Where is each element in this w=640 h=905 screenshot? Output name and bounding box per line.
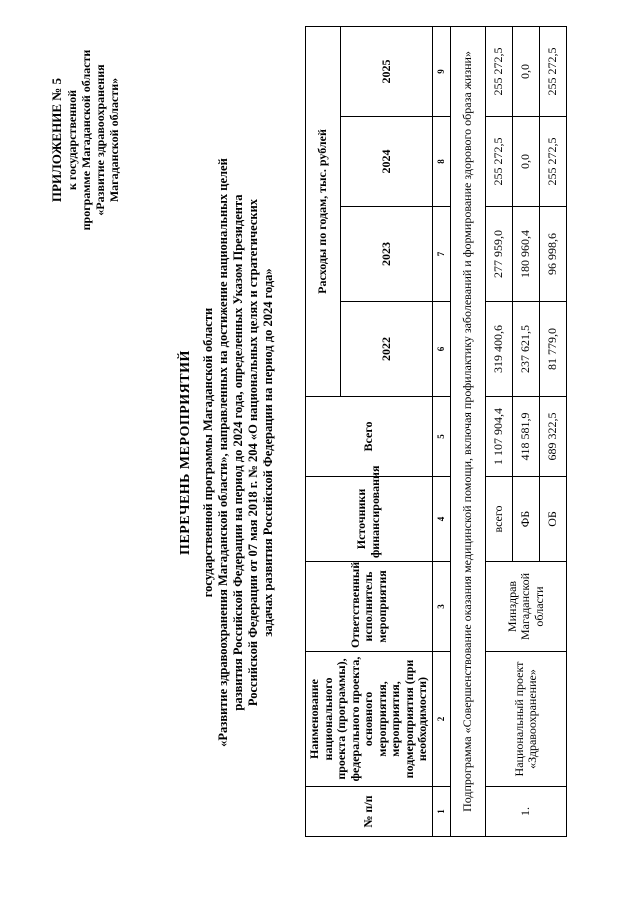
appendix-block [50,35,121,245]
table-row [486,26,513,836]
subprogram-row [451,26,486,836]
column-number-row [432,26,451,836]
subprogram-title: Подпрограмма «Совершенствование оказания медицинской помощи, включая профилактику заболеваний и формирование здорового образа жизни» [451,26,486,836]
cell-total: 418 581,9 [513,397,540,477]
heading-line: «Развитие здравоохранения Магаданской области», направленных на достижение национальных целей [216,158,230,747]
heading-spacer [193,20,201,885]
column-number: 1 [432,787,451,837]
appendix-line: Магаданской области» [107,77,121,203]
appendix-title: ПРИЛОЖЕНИЕ № 5 [49,77,64,203]
header-year-2025: 2025 [341,26,432,116]
cell-total: 689 322,5 [540,397,567,477]
column-number: 8 [432,117,451,207]
column-number: 6 [432,302,451,397]
header-num: № п/п [306,787,433,837]
cell-2024: 255 272,5 [486,117,513,207]
heading-line: задачах развития Российской Федерации на период до 2024 года» [261,268,275,637]
column-number: 3 [432,562,451,652]
heading-line: государственной программы Магаданской области [201,307,215,598]
cell-source: ОБ [540,477,567,562]
measures-table [305,26,567,837]
cell-2022: 237 621,5 [513,302,540,397]
appendix-line: программе Магаданской области [79,49,93,231]
heading-line: развития Российской Федерации на период до 2024 года, определенных Указом Президента [231,194,245,711]
cell-2025: 0,0 [513,26,540,116]
header-name: Наименование национального проекта (программы), федерального проекта, основного мероприятия, мероприятия, подмероприятия (при необходимости) [306,652,433,787]
column-number: 9 [432,26,451,116]
cell-source: всего [486,477,513,562]
header-year-2023: 2023 [341,207,432,302]
row-num: 1. [486,787,567,837]
column-number: 5 [432,397,451,477]
document-title: ПЕРЕЧЕНЬ МЕРОПРИЯТИЙ [178,350,193,555]
cell-2023: 96 998,6 [540,207,567,302]
cell-source: ФБ [513,477,540,562]
row-executor: Минздрав Магаданской области [486,562,567,652]
header-total: Всего [306,397,433,477]
cell-2022: 81 779,0 [540,302,567,397]
header-year-2024: 2024 [341,117,432,207]
column-number: 2 [432,652,451,787]
header-source: Источники финансирования [306,477,433,562]
column-number: 7 [432,207,451,302]
cell-2024: 0,0 [513,117,540,207]
cell-2023: 277 959,0 [486,207,513,302]
cell-2022: 319 400,6 [486,302,513,397]
cell-total: 1 107 904,4 [486,397,513,477]
header-year-2022: 2022 [341,302,432,397]
header-executor: Ответственный исполнитель мероприятия [306,562,433,652]
header-row [306,26,341,836]
appendix-line: «Развитие здравоохранения [93,64,107,216]
cell-2024: 255 272,5 [540,117,567,207]
row-name: Национальный проект «Здравоохранение» [486,652,567,787]
appendix-line: к государственной [65,90,79,190]
cell-2025: 255 272,5 [486,26,513,116]
header-years-group: Расходы по годам, тыс. рублей [306,26,341,396]
column-number: 4 [432,477,451,562]
cell-2023: 180 960,4 [513,207,540,302]
cell-2025: 255 272,5 [540,26,567,116]
heading-line: Российской Федерации от 07 мая 2018 г. № 204 «О национальных целях и стратегических [246,198,260,707]
document-heading [178,20,276,885]
